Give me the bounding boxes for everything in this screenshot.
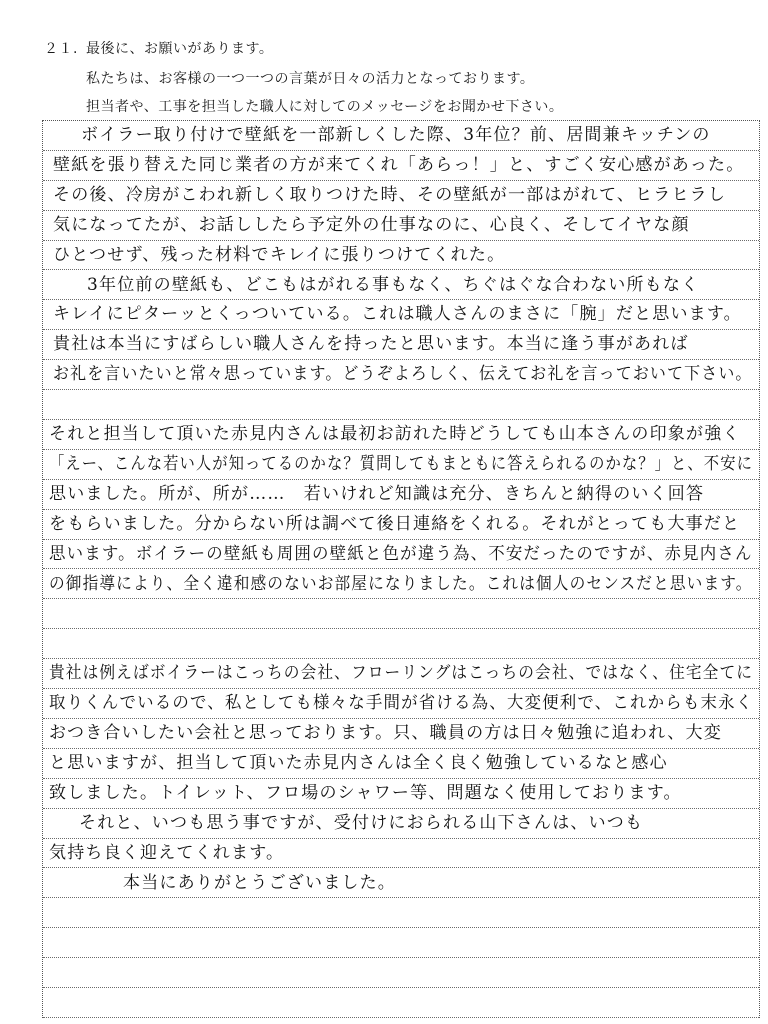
handwritten-text: その後、冷房がこわれ新しく取りつけた時、その壁紙が一部はがれて、ヒラヒラし (53, 184, 727, 205)
question-title (44, 38, 273, 58)
handwritten-text: 気になってたが、お話ししたら予定外の仕事なのに、心良く、そしてイヤな顔 (53, 214, 690, 235)
handwritten-text: ひとつせず、残った材料でキレイに張りつけてくれた。 (53, 244, 506, 265)
handwritten-answer-area (42, 120, 760, 1018)
answer-line (43, 121, 759, 151)
handwritten-text: 「えー、こんな若い人が知ってるのかな？質問してもまともに答えられるのかな？」と、不安に (49, 453, 753, 474)
answer-line (43, 271, 759, 301)
handwritten-text: と思いますが、担当して頂いた赤見内さんは全く良く勉強しているなと感心 (49, 752, 668, 773)
answer-line (43, 779, 759, 809)
answer-line (43, 211, 759, 241)
answer-line (43, 809, 759, 839)
survey-question-header (0, 0, 768, 120)
answer-line (43, 480, 759, 510)
answer-line (43, 869, 759, 899)
answer-line (43, 420, 759, 450)
answer-line (43, 719, 759, 749)
answer-line (43, 360, 759, 390)
answer-line (43, 928, 759, 958)
handwritten-text: 取りくんでいるので、私としても様々な手間が省ける為、大変便利で、これからも末永く (49, 693, 754, 714)
handwritten-text: それと担当して頂いた赤見内さんは最初お訪れた時どうしても山本さんの印象が強く (49, 424, 741, 444)
answer-line (43, 629, 759, 659)
handwritten-text: 致しました。トイレット、フロ場のシャワー等、問題なく使用しております。 (49, 782, 682, 803)
answer-line (43, 898, 759, 928)
answer-line (43, 300, 759, 330)
handwritten-text: 思いました。所が、所が…… 若いけれど知識は充分、きちんと納得のいく回答 (49, 483, 705, 504)
question-line-1: 最後に、お願いがあります。 (85, 41, 274, 57)
handwritten-text: 気持ち良く迎えてくれます。 (49, 842, 285, 863)
answer-line (43, 599, 759, 629)
handwritten-text: の御指導により、全く違和感のないお部屋になりました。これは個人のセンスだと思います。 (49, 573, 753, 594)
handwritten-text: 貴社は例えばボイラーはこっちの会社、フローリングはこっちの会社、ではなく、住宅全てに (49, 663, 754, 684)
handwritten-text: お礼を言いたいと常々思っています。どうぞよろしく、伝えてお礼を言っておいて下さい。 (53, 364, 753, 385)
answer-line (43, 181, 759, 211)
answer-line (43, 390, 759, 420)
answer-line (43, 659, 759, 689)
answer-line (43, 540, 759, 570)
handwritten-text: 本当にありがとうございました。 (123, 872, 396, 893)
question-number: ２１. (44, 41, 78, 57)
handwritten-text: ボイラー取り付けで壁紙を一部新しくした際、3年位？前、居間兼キッチンの (81, 125, 711, 145)
handwritten-text: をもらいました。分からない所は調べて後日連絡をくれる。それがとっても大事だと (49, 513, 741, 534)
answer-line (43, 330, 759, 360)
answer-line (43, 570, 759, 600)
handwritten-text: キレイにピターッとくっついている。これは職人さんのまさに「腕」だと思います。 (53, 304, 742, 325)
answer-line (43, 510, 759, 540)
answer-line (43, 689, 759, 719)
answer-line (43, 450, 759, 480)
question-line-3: 担当者や、工事を担当した職人に対してのメッセージをお聞かせ下さい。 (86, 99, 564, 115)
question-line-2: 私たちは、お客様の一つ一つの言葉が日々の活力となっております。 (86, 71, 535, 87)
answer-line (43, 241, 759, 271)
answer-line (43, 988, 759, 1018)
handwritten-text: 壁紙を張り替えた同じ業者の方が来てくれ「あらっ！」と、すごく安心感があった。 (53, 154, 745, 175)
handwritten-text: それと、いつも思う事ですが、受付けにおられる山下さんは、いつも (79, 812, 644, 833)
answer-line (43, 151, 759, 181)
handwritten-text: 3年位前の壁紙も、どこもはがれる事もなく、ちぐはぐな合わない所もなく (87, 274, 700, 295)
handwritten-text: 思います。ボイラーの壁紙も周囲の壁紙と色が違う為、不安だったのですが、赤見内さん (49, 543, 753, 564)
answer-line (43, 958, 759, 988)
answer-line (43, 749, 759, 779)
handwritten-text: 貴社は本当にすばらしい職人さんを持ったと思います。本当に逢う事があれば (53, 334, 689, 355)
answer-line (43, 839, 759, 869)
handwritten-text: おつき合いしたい会社と思っております。只、職員の方は日々勉強に追われ、大変 (49, 723, 722, 743)
